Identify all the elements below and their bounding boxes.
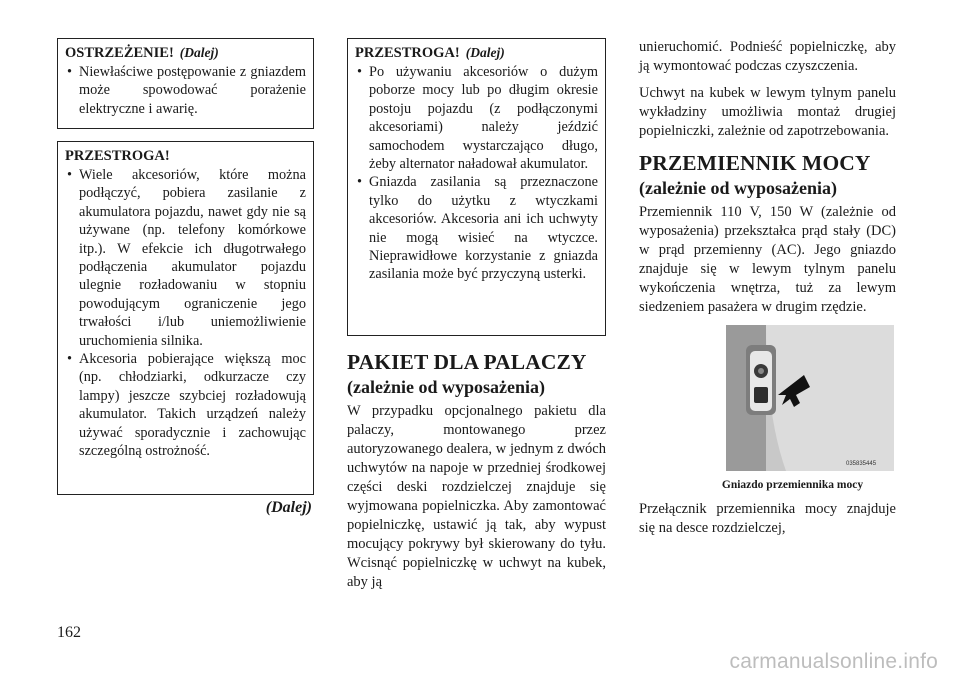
inverter-outlet-photo [726,325,894,471]
left-column [57,38,314,517]
right-column [639,38,896,546]
list-item: • Gniazda zasilania są przeznaczone tylko do użytku z wtyczkami akcesoriów. Akcesoria ani ich uchwyty nie mogą wisieć na wtyczce. Nieprawidłowe korzystanie z gniazda zasilania może być przyczyną usterki. [355,173,598,283]
section-subtitle: (zależnie od wyposażenia) [639,178,837,198]
figure-caption: Gniazdo przemiennika mocy [721,479,864,491]
continued-label: (Dalej) [465,45,505,60]
watermark: carmanualsonline.info [729,650,938,673]
section-title: PRZEMIENNIK MOCY [639,151,871,175]
caution-title: PRZESTROGA! [65,148,170,164]
warning-title: OSTRZEŻENIE! (Dalej) [65,45,219,61]
continued-label: (Dalej) [179,45,219,60]
inverter-outlet-illustration [726,325,894,471]
section-paragraph: W przypadku opcjonalnego pakietu dla palaczy, montowanego przez autoryzowanego dealera, w jednym z dwóch uchwytów na napoje w przedniej środkowej części deski rozdzielczej znajduje się wyjmowana popielniczka. Aby zamontować popielniczkę, ustawić ją tak, aby wypust mocujący pokrywy był skierowany do tyłu. Wcisnąć popielniczkę w uchwyt na kubek, aby ją [347,403,606,590]
paragraph: unieruchomić. Podnieść popielniczkę, aby ją wymontować podczas czyszczenia. [639,39,896,74]
warning-box [57,38,314,129]
continued-note: (Dalej) [265,499,312,516]
caution-list [65,166,306,461]
list-item: • Niewłaściwe postępowanie z gniazdem może spowodować porażenie elektryczne i awarię. [65,63,306,118]
paragraph: Uchwyt na kubek w lewym tylnym panelu wykładziny umożliwia montaż drugiej popielniczki, zależnie od zapotrzebowania. [639,85,896,139]
warning-list [65,63,306,118]
section-paragraph: Przemiennik 110 V, 150 W (zależnie od wyposażenia) przekształca prąd stały (DC) w prąd przemienny (AC). Jego gniazdo znajduje się w lewym tylnym panelu wykończenia wnętrza, tuż za lewym siedzeniem pasażera w drugim rzędzie. [639,204,896,315]
list-item: • Akcesoria pobierające większą moc (np. chłodziarki, odkurzacze czy lampy) jeszcze szybciej rozładowują akumulator. Takich urządzeń należy używać sporadycznie i zachowując szczególną ostrożność. [65,350,306,460]
caution-title: PRZESTROGA! (Dalej) [355,45,505,61]
section-subtitle: (zależnie od wyposażenia) [347,377,545,397]
figure-code: 035835445 [846,461,877,467]
list-item: • Wiele akcesoriów, które można podłączyć, pobiera zasilanie z akumulatora pojazdu, nawet gdy nie są używane (np. telefony komórkowe itp.). W efekcie ich długotrwałego podłączenia akumulator pojazdu ulegnie rozładowaniu w stopniu powodującym ograniczenie jego trwałości i/lub uniemożliwienie uruchomienia silnika. [65,166,306,350]
list-item: • Po używaniu akcesoriów o dużym poborze mocy lub po długim okresie postoju pojazdu (z podłączonymi akcesoriami) należy jeździć samochodem wystarczająco długo, żeby alternator naładował akumulator. [355,63,598,173]
page-number: 162 [57,624,81,641]
middle-column [347,38,606,600]
smoker-section [347,350,606,592]
inverter-section [639,151,896,317]
paragraph: Przełącznik przemiennika mocy znajduje się na desce rozdzielczej, [639,501,896,536]
caution-box [347,38,606,336]
section-title: PAKIET DLA PALACZY [347,350,587,374]
caution-box [57,141,314,495]
caution-list [355,63,598,284]
